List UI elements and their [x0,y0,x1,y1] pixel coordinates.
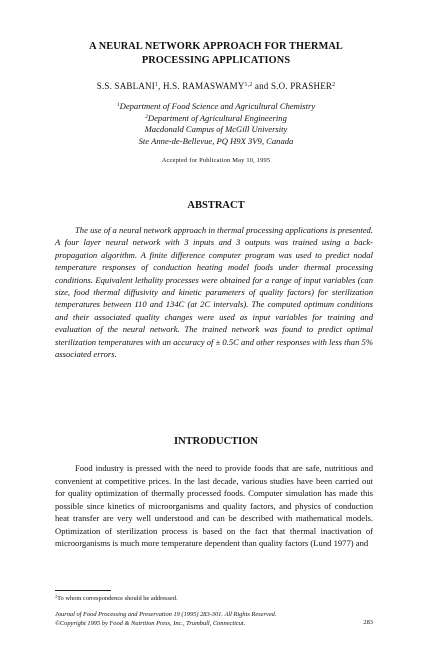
author-sep: , [158,81,163,91]
affiliation-text: Department of Agricultural Engineering [147,112,287,123]
affiliation-line [0,136,432,148]
author-sup: 2 [332,81,336,88]
affiliation-line [0,113,432,125]
footnote [55,595,373,602]
page-number: 283 [363,619,373,626]
journal-info [55,610,373,628]
author-sup: 1 [154,81,159,88]
affiliation-text: Ste Anne-de-Bellevue, PQ H9X 3V9, Canada [138,135,294,146]
author-sep: and [252,81,271,91]
paper-title [0,40,432,68]
affiliation-text: Department of Food Science and Agricultural Chemistry [119,101,316,111]
introduction-heading: INTRODUCTION [173,436,258,447]
journal-line: Journal of Food Processing and Preservation 19 (1995) 283-301. All Rights Reserved. [55,611,277,618]
author-name: H.S. RAMASWAMY [162,81,245,91]
footnote-sup: 2 [55,593,58,599]
introduction-text: Food industry is pressed with the need to provide foods that are safe, nutritious and convenient at competitive prices. In the last decade, various studies have been carried out for quality optimization of thermally processed foods. Computer simulation has made this possible since kinetics of microorganisms and quality factors, and physics of conduction heat transfer are very well understood and can be described with mathematical models. Optimization of sterilization process is based on the fact that thermal inactivation of microorganisms is much more temperature dependent than quality factors (Lund 1977) and [55,463,373,548]
author-sup: 1,2 [244,81,253,88]
footnote-divider [55,590,111,591]
affiliation-sup: 1 [116,101,120,108]
author-name: S.O. PRASHER [270,81,333,91]
affiliation-line [0,101,432,113]
abstract-heading: ABSTRACT [187,200,245,211]
affiliation-text: Macdonald Campus of McGill University [144,124,288,135]
copyright-line: ©Copyright 1995 by Food & Nutrition Press, Inc., Trumbull, Connecticut. [55,620,246,627]
affiliation-sup: 2 [145,113,148,120]
title-line: PROCESSING APPLICATIONS [141,55,291,66]
title-line: A NEURAL NETWORK APPROACH FOR THERMAL [89,41,343,52]
abstract-text: The use of a neural network approach in thermal processing applications is presented. A four layer neural network with 3 inputs and 3 outputs was trained using a back-propagation algorithm. A finite difference computer program was used to predict nodal temperature responses of conduction heating model foods under thermal processing conditions. Equivalent lethality processes were obtained for a range of input variables (can size, food thermal diffusivity and kinetic parameters of quality factors) for sterilization temperatures between 110 and 134C (at 2C intervals). The computed optimum conditions and their associated quality changes were used as input variables for training and evaluation of the neural network. The trained network was found to predict optimal sterilization temperatures with an accuracy of ± 0.5C and other responses with less than 5% associated errors. [55,225,373,360]
affiliation-line [0,124,432,136]
affiliations [0,101,432,147]
author-list [0,81,432,91]
accepted-date: Accepted for Publication May 10, 1995 [161,157,271,164]
author-name: S.S. SABLANI [96,81,155,91]
footnote-text: To whom correspondence should be addressed. [57,595,178,602]
